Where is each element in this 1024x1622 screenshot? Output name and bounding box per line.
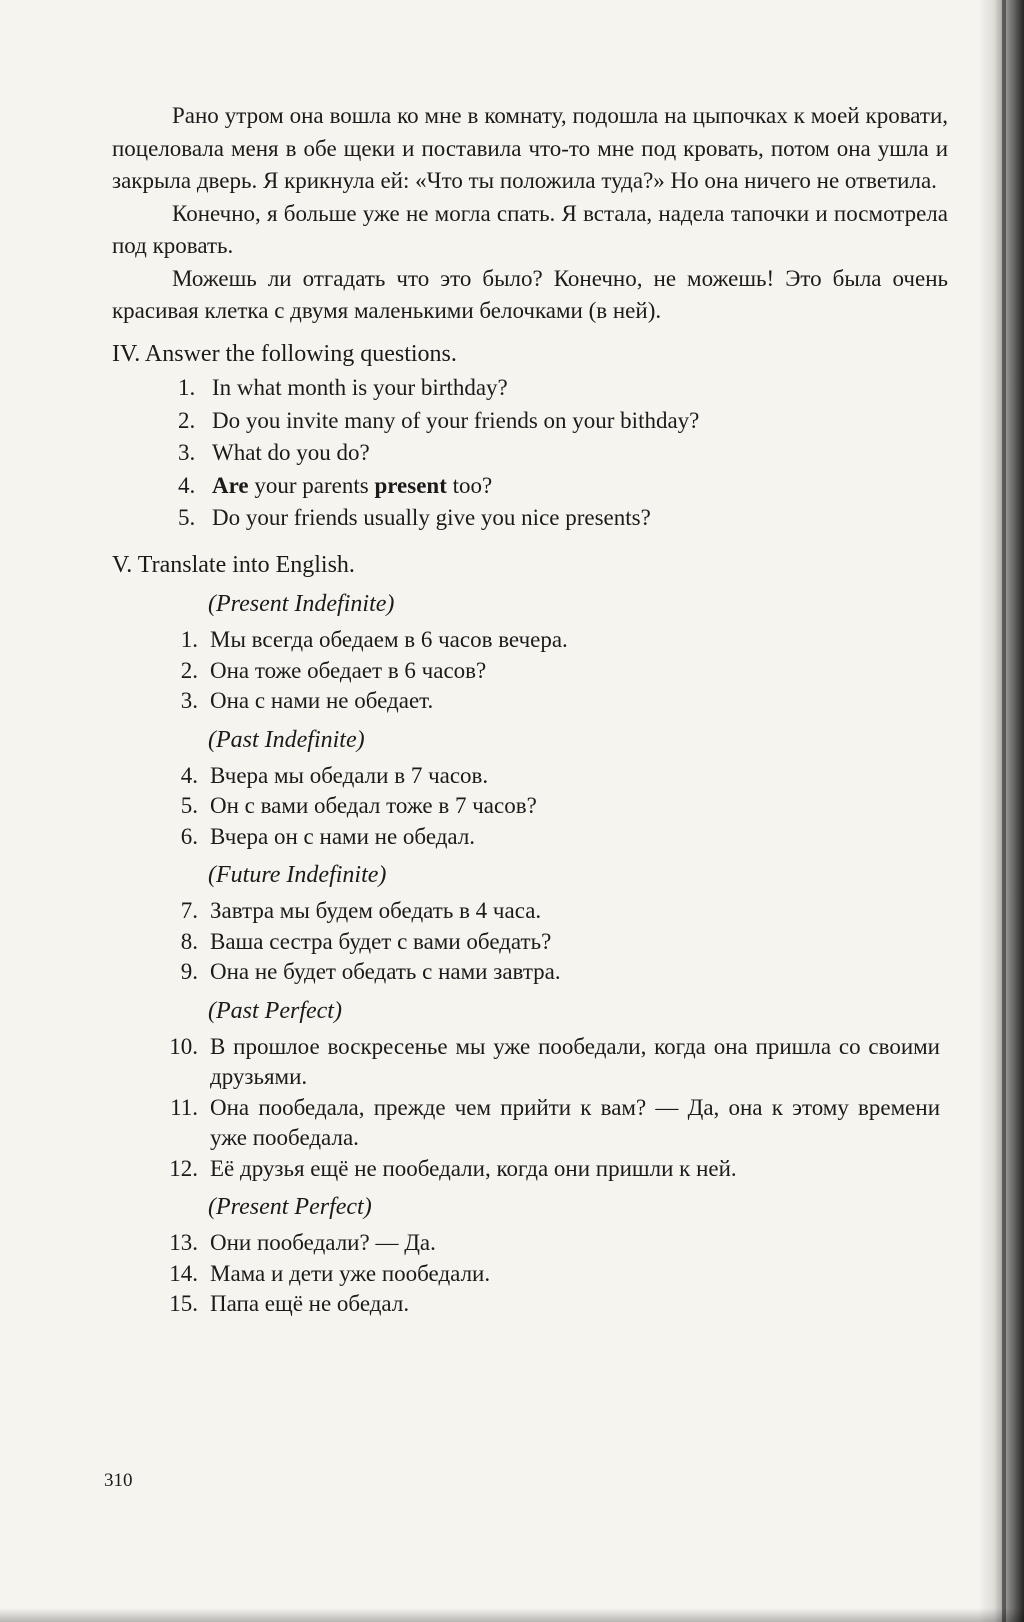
item-number: 4. [180, 762, 198, 788]
reading-paragraph: Конечно, я больше уже не могла спать. Я встала, надела тапочки и посмотрела под кровать. [112, 200, 948, 258]
item-number: 7. [180, 898, 198, 923]
list-item [178, 437, 948, 470]
item-text: В прошлое воскресенье мы уже пообедали, когда она пришла со своими друзьями. [210, 1033, 940, 1089]
tense-heading: (Present Perfect) [208, 1194, 372, 1220]
item-number: 3. [178, 440, 196, 465]
item-number: 10. [169, 1033, 198, 1059]
list-item [178, 470, 948, 503]
tense-heading: (Future Indefinite) [208, 862, 387, 888]
item-text: Do your friends usually give you nice presents? [212, 505, 651, 530]
item-text: Она тоже обедает в 6 часов? [210, 657, 487, 683]
list-item [178, 372, 948, 405]
list-item [160, 1259, 948, 1290]
list-item [160, 791, 948, 822]
item-number: 3. [180, 688, 198, 713]
item-number: 14. [169, 1260, 198, 1286]
item-number: 9. [180, 959, 198, 984]
list-item [160, 1154, 948, 1185]
bold-word: Are [212, 472, 249, 498]
item-text: Они пообедали? — Да. [210, 1230, 436, 1255]
item-number: 6. [180, 823, 198, 849]
list-item [160, 957, 948, 988]
item-text: Do you invite many of your friends on your bithday? [212, 407, 700, 433]
list-item [160, 1289, 948, 1320]
list-item [178, 405, 948, 438]
item-text [212, 470, 492, 503]
list-item [160, 896, 948, 927]
item-text: Вчера он с нами не обедал. [210, 823, 476, 849]
questions-list [112, 372, 948, 535]
item-number: 15. [169, 1291, 198, 1316]
item-text: Вчера мы обедали в 7 часов. [210, 762, 489, 788]
text-fragment: too? [446, 472, 493, 498]
item-text: What do you do? [212, 440, 370, 465]
list-item [160, 1093, 948, 1154]
item-number: 5. [180, 793, 198, 818]
item-number: 5. [178, 505, 196, 530]
bold-word: present [374, 472, 447, 498]
item-text: In what month is your birthday? [212, 375, 508, 400]
tense-heading: (Past Perfect) [208, 997, 342, 1024]
item-text: Папа ещё не обедал. [210, 1291, 410, 1316]
page-bottom-edge [0, 1608, 1024, 1622]
page-edge-shadow [978, 0, 1024, 1622]
list-item [160, 686, 948, 717]
text-fragment: your parents [248, 472, 375, 498]
item-text: Он с вами обедал тоже в 7 часов? [210, 793, 537, 818]
list-item [160, 1032, 948, 1093]
item-text: Она пообедала, прежде чем прийти к вам? — Да, она к этому времени уже пообедала. [210, 1094, 940, 1150]
item-text: Мама и дети уже пообедали. [210, 1260, 491, 1286]
item-text: Мы всегда обедаем в 6 часов вечера. [210, 627, 568, 652]
section-iv-title: IV. Answer the following questions. [112, 340, 457, 367]
reading-paragraph: Рано утром она вошла ко мне в комнату, подошла на цыпочках к моей кровати, поцеловала меня в обе щеки и поставила что-то мне под кровать, потом она ушла и закрыла дверь. Я крикнула ей: «Что ты положила туда?» Но она ничего не ответила. [112, 103, 948, 193]
list-item [160, 656, 948, 687]
item-number: 4. [178, 472, 196, 498]
tense-heading: (Past Indefinite) [208, 726, 365, 753]
item-text: Её друзья ещё не пообедали, когда они пришли к ней. [210, 1155, 737, 1181]
item-number: 13. [169, 1230, 198, 1255]
item-number: 1. [178, 375, 196, 400]
list-item [178, 502, 948, 535]
page-number: 310 [104, 1470, 133, 1491]
item-text: Она с нами не обедает. [210, 688, 434, 713]
item-number: 12. [169, 1155, 198, 1181]
list-item [160, 927, 948, 958]
item-number: 1. [180, 627, 198, 652]
section-v-title: V. Translate into English. [112, 551, 355, 578]
item-text: Ваша сестра будет с вами обедать? [210, 928, 552, 954]
item-number: 2. [180, 657, 198, 683]
item-text: Она не будет обедать с нами завтра. [210, 959, 561, 984]
list-item [160, 761, 948, 792]
reading-paragraph: Можешь ли отгадать что это было? Конечно, не можешь! Это была очень красивая клетка с двумя маленькими белочками (в ней). [112, 265, 948, 323]
page-edge-line [1002, 0, 1006, 1622]
item-text: Завтра мы будем обедать в 4 часа. [210, 898, 542, 923]
item-number: 8. [180, 928, 198, 954]
tense-heading: (Present Indefinite) [208, 591, 395, 617]
item-number: 2. [178, 407, 196, 433]
list-item [160, 822, 948, 853]
list-item [160, 1228, 948, 1259]
translation-exercises [112, 587, 948, 1320]
page-content [112, 100, 948, 1320]
list-item [160, 625, 948, 656]
item-number: 11. [170, 1094, 198, 1120]
